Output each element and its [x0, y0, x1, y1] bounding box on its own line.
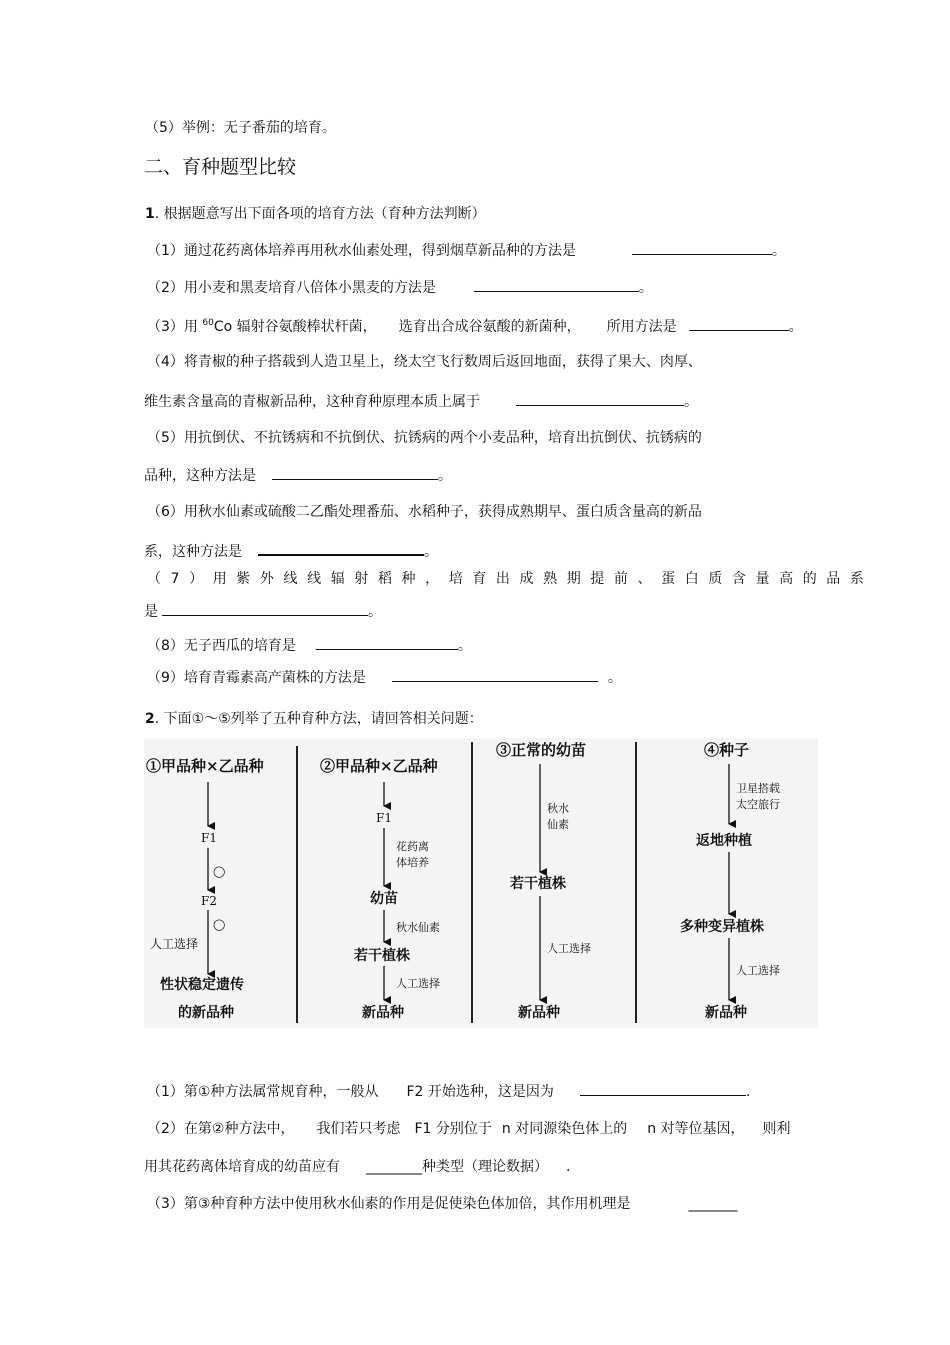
q1-item-3: （3）用 $^{60}$Co 辐射谷氨酸棒状杆菌， 选育出合成谷氨酸的新菌种， 所用方法是 。	[147, 318, 803, 335]
q1-item-5-line1: （5）用抗倒伏、不抗锈病和不抗倒伏、抗锈病的两个小麦品种，培育出抗倒伏、抗锈病的	[147, 430, 702, 446]
col2-head: ②甲品种×乙品种	[320, 757, 438, 775]
answer-blank[interactable]: _______	[688, 1196, 738, 1212]
col3-head: ③正常的幼苗	[496, 741, 587, 759]
col2-seedling: 幼苗	[370, 891, 398, 907]
q1-item-7-line2: 是 。	[144, 601, 382, 622]
col2-side-3: 人工选择	[396, 977, 440, 990]
q1-item-6-line2: 系，这种方法是 。	[144, 540, 438, 562]
q1-title: 1. 根据题意写出下面各项的培育方法（育种方法判断）	[145, 206, 486, 222]
col4-output: 新品种	[705, 1005, 747, 1021]
col1-output-line2: 的新品种	[178, 1005, 234, 1021]
breeding-methods-diagram	[144, 738, 818, 1028]
answer-blank[interactable]	[162, 601, 368, 616]
section-title: 二、育种题型比较	[144, 156, 297, 178]
col1-step-mark-1: ◯	[213, 865, 226, 878]
q1-item-4-line1: （4）将青椒的种子搭载到人造卫星上，绕太空飞行数周后返回地面，获得了果大、肉厚、	[147, 354, 702, 370]
q1-item-7-line1: （7）用紫外线线辐射稻种，培育出成熟期提前、蛋白质含量高的品系	[147, 571, 874, 587]
col2-side-2: 秋水仙素	[396, 921, 440, 934]
col1-output-line1: 性状稳定遗传	[160, 977, 244, 993]
col4-replant: 返地种植	[696, 833, 752, 849]
col4-side-1b: 太空旅行	[736, 798, 780, 811]
col4-side-3: 人工选择	[736, 964, 780, 977]
col1-f1: F1	[201, 831, 217, 845]
col2-plants: 若干植株	[354, 948, 410, 964]
q2-sub-1: （1）第①种方法属常规育种，一般从 F2 开始选种，这是因为 .	[147, 1081, 750, 1102]
q1-item-8: （8）无子西瓜的培育是 。	[147, 635, 472, 656]
col1-side-label: 人工选择	[150, 937, 199, 951]
col3-plants: 若干植株	[510, 876, 566, 892]
answer-blank[interactable]	[392, 667, 598, 682]
q1-item-4-line2: 维生素含量高的青椒新品种，这种育种原理本质上属于 。	[144, 391, 698, 412]
q1-item-6-line1: （6）用秋水仙素或硫酸二乙酯处理番茄、水稻种子，获得成熟期早、蛋白质含量高的新品	[147, 504, 702, 520]
answer-blank[interactable]	[689, 316, 789, 331]
q2-sub-2-line1: （2）在第②种方法中， 我们若只考虑 F1 分别位于 n 对同源染色体上的 n 对等位基因， 则利	[147, 1121, 791, 1137]
col2-side-1b: 体培养	[396, 856, 429, 869]
col1-step-mark-2: ◯	[213, 918, 226, 931]
col4-variant-plants: 多种变异植株	[680, 919, 764, 935]
q1-item-2: （2）用小麦和黑麦培育八倍体小黑麦的方法是 。	[147, 277, 653, 298]
answer-blank[interactable]	[632, 240, 772, 255]
answer-blank[interactable]	[474, 277, 639, 292]
answer-blank[interactable]	[272, 465, 438, 480]
answer-blank[interactable]	[258, 540, 424, 556]
answer-blank[interactable]	[580, 1081, 746, 1096]
col2-side-1a: 花药离	[396, 840, 429, 853]
intro-item: （5）举例：无子番茄的培育。	[145, 120, 336, 136]
q1-item-1: （1）通过花药离体培养再用秋水仙素处理，得到烟草新品种的方法是 。	[147, 240, 786, 261]
col2-output: 新品种	[362, 1005, 404, 1021]
col2-f1: F1	[376, 811, 392, 825]
col4-side-1a: 卫星搭载	[736, 782, 780, 795]
col1-head: ①甲品种×乙品种	[146, 757, 264, 775]
q2-sub-3: （3）第③种育种方法中使用秋水仙素的作用是促使染色体加倍，其作用机理是 _______	[147, 1196, 738, 1212]
answer-blank[interactable]	[316, 635, 458, 650]
col4-head: ④种子	[704, 741, 750, 759]
col3-side-2: 人工选择	[547, 942, 591, 955]
col1-f2: F2	[201, 894, 217, 908]
q1-item-5-line2: 品种，这种方法是 。	[144, 465, 452, 486]
q2-sub-2-line2: 用其花药离体培育成的幼苗应有 ________种类型（理论数据） .	[144, 1159, 571, 1175]
q1-item-9: （9）培育青霉素高产菌株的方法是 。	[147, 667, 622, 688]
col3-side-1b: 仙素	[547, 818, 569, 831]
answer-blank[interactable]	[516, 391, 684, 406]
q2-title: 2. 下面①～⑤列举了五种育种方法，请回答相关问题：	[145, 711, 483, 727]
col3-side-1a: 秋水	[547, 802, 569, 815]
col3-output: 新品种	[518, 1005, 560, 1021]
